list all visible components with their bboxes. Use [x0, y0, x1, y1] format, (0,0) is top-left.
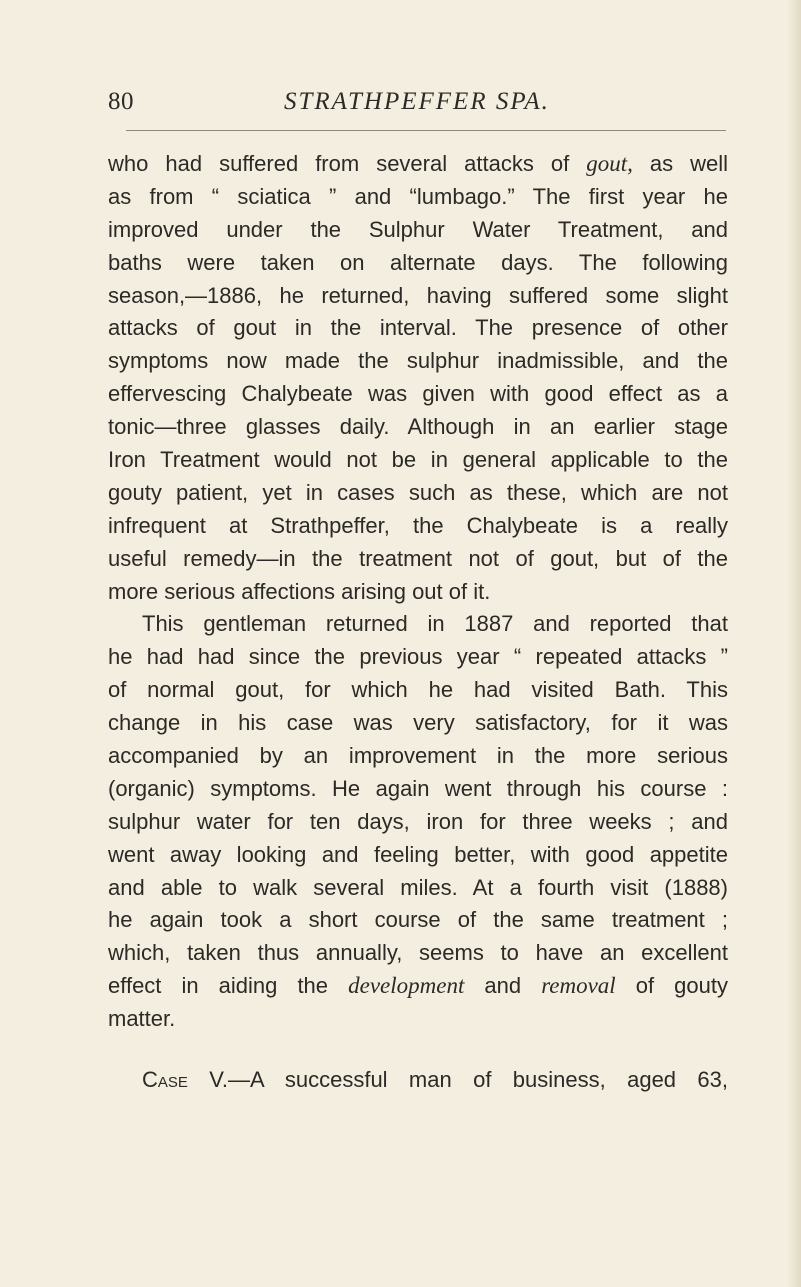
text-line: who had suffered from several attacks of gout, as well: [108, 151, 728, 176]
text-line: went away looking and feeling better, with good appetite: [108, 841, 728, 867]
text-line: effervescing Chalybeate was given with good effect as a: [108, 381, 728, 407]
text-line: of normal gout, for which he had visited Bath. This: [108, 677, 728, 703]
italic-word-development: development: [348, 973, 465, 999]
page-number: 80: [108, 88, 134, 115]
text-line: he had had since the previous year “ repeated attacks ”: [108, 644, 728, 670]
text-line: (organic) symptoms. He again went through his course :: [108, 775, 728, 801]
header-rule: [126, 130, 726, 131]
text-line: sulphur water for ten days, iron for three weeks ; and: [108, 808, 728, 834]
text-line: baths were taken on alternate days. The following: [108, 249, 728, 275]
text-line: accompanied by an improvement in the more serious: [108, 743, 728, 769]
text-line: as from “ sciatica ” and “lumbago.” The first year he: [108, 183, 728, 209]
text-line: tonic—three glasses daily. Although in an earlier stage: [108, 414, 728, 440]
text-line: Iron Treatment would not be in general applicable to the: [108, 447, 728, 473]
paragraph-gap: [108, 1036, 728, 1064]
page-header: [108, 88, 740, 124]
text-line: symptoms now made the sulphur inadmissible, and the: [108, 348, 728, 374]
text-line: change in his case was very satisfactory, for it was: [108, 710, 728, 736]
italic-word-gout: gout,: [586, 151, 633, 176]
text-line: effect in aiding the development and removal of gouty: [108, 973, 728, 999]
running-title: STRATHPEFFER SPA.: [284, 88, 550, 115]
text-line: he again took a short course of the same treatment ;: [108, 907, 728, 933]
body-text: [108, 148, 728, 1097]
paragraph-start-line: This gentleman returned in 1887 and reported that: [142, 611, 728, 637]
text-line: more serious affections arising out of it.: [108, 578, 491, 604]
text-line: season,—1886, he returned, having suffered some slight: [108, 282, 728, 308]
case-label: Case: [142, 1067, 188, 1093]
text-line: infrequent at Strathpeffer, the Chalybeate is a really: [108, 512, 728, 538]
text-line: attacks of gout in the interval. The presence of other: [108, 315, 728, 341]
text-line: useful remedy—in the treatment not of gout, but of the: [108, 545, 728, 571]
text-line: and able to walk several miles. At a fourth visit (1888): [108, 874, 728, 900]
case-heading-line: Case V.—A successful man of business, aged 63,: [142, 1067, 728, 1093]
page-edge-shadow: [787, 0, 801, 1287]
italic-word-removal: removal: [541, 973, 616, 999]
text-line: which, taken thus annually, seems to have an excellent: [108, 940, 728, 966]
text-line: improved under the Sulphur Water Treatment, and: [108, 216, 728, 242]
text-line: matter.: [108, 1006, 176, 1032]
text-line: gouty patient, yet in cases such as these, which are not: [108, 479, 728, 505]
